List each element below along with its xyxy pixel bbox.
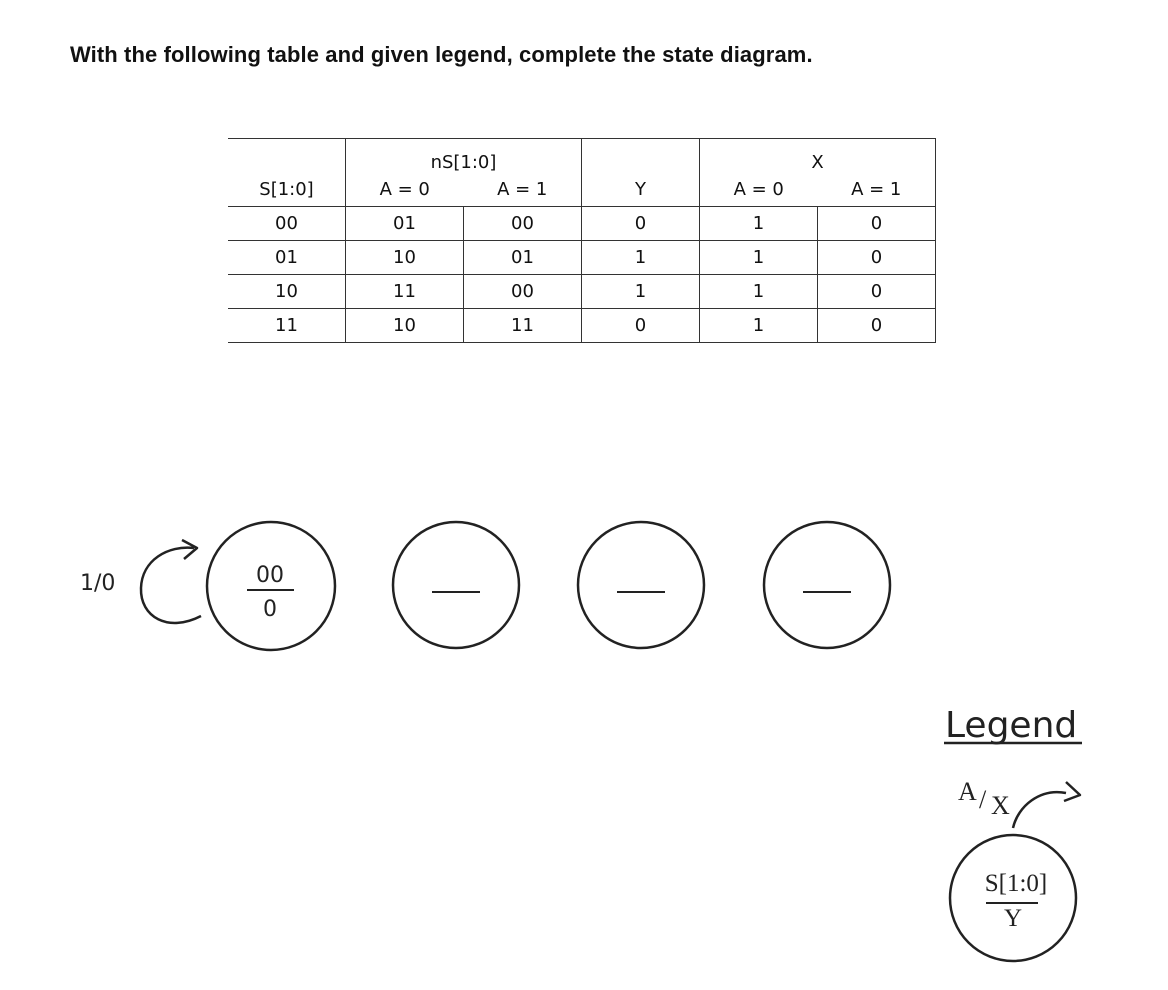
legend-state-label: S[1:0] <box>984 870 1048 897</box>
state-circle-empty-1 <box>393 522 519 648</box>
header-ns-a0: A = 0 <box>346 173 464 207</box>
legend-title: Legend <box>945 705 1078 746</box>
legend-transition-x: X <box>991 791 1010 820</box>
cell-x-a1: 0 <box>818 275 936 309</box>
legend-transition-a: A <box>958 777 977 806</box>
cell-y: 1 <box>582 275 700 309</box>
self-loop-arrowhead <box>182 540 197 559</box>
cell-y: 0 <box>582 309 700 343</box>
cell-ns-a1: 00 <box>464 275 582 309</box>
cell-ns-a0: 10 <box>346 241 464 275</box>
cell-x-a1: 0 <box>818 309 936 343</box>
header-ns-a1: A = 1 <box>464 173 582 207</box>
cell-state: 00 <box>228 207 346 241</box>
cell-ns-a0: 01 <box>346 207 464 241</box>
header-state: S[1:0] <box>228 173 346 207</box>
cell-x-a1: 0 <box>818 207 936 241</box>
cell-x-a0: 1 <box>700 207 818 241</box>
legend-transition-arrow <box>1013 792 1066 828</box>
cell-state: 10 <box>228 275 346 309</box>
state-00-label: 00 <box>256 563 284 588</box>
cell-x-a0: 1 <box>700 275 818 309</box>
cell-ns-a1: 11 <box>464 309 582 343</box>
header-next-state: nS[1:0] <box>346 139 582 174</box>
cell-x-a0: 1 <box>700 241 818 275</box>
legend-transition-slash: / <box>979 785 987 814</box>
legend-state-output: Y <box>1003 905 1023 932</box>
header-x-a0: A = 0 <box>700 173 818 207</box>
cell-state: 01 <box>228 241 346 275</box>
state-circle-empty-3 <box>764 522 890 648</box>
cell-x-a1: 0 <box>818 241 936 275</box>
cell-y: 0 <box>582 207 700 241</box>
self-loop-arrow <box>141 548 201 623</box>
state-00-output: 0 <box>263 597 277 622</box>
cell-ns-a0: 10 <box>346 309 464 343</box>
cell-state: 11 <box>228 309 346 343</box>
cell-ns-a1: 00 <box>464 207 582 241</box>
cell-x-a0: 1 <box>700 309 818 343</box>
header-y: Y <box>582 173 700 207</box>
header-x: X <box>700 139 936 174</box>
legend-state-circle <box>950 835 1076 961</box>
header-x-a1: A = 1 <box>818 173 936 207</box>
legend-arrowhead <box>1064 782 1080 801</box>
question-text: With the following table and given legend, complete the state diagram. <box>70 42 813 67</box>
self-loop-label: 1/0 <box>80 571 116 596</box>
cell-ns-a0: 11 <box>346 275 464 309</box>
cell-ns-a1: 01 <box>464 241 582 275</box>
state-circle-empty-2 <box>578 522 704 648</box>
cell-y: 1 <box>582 241 700 275</box>
